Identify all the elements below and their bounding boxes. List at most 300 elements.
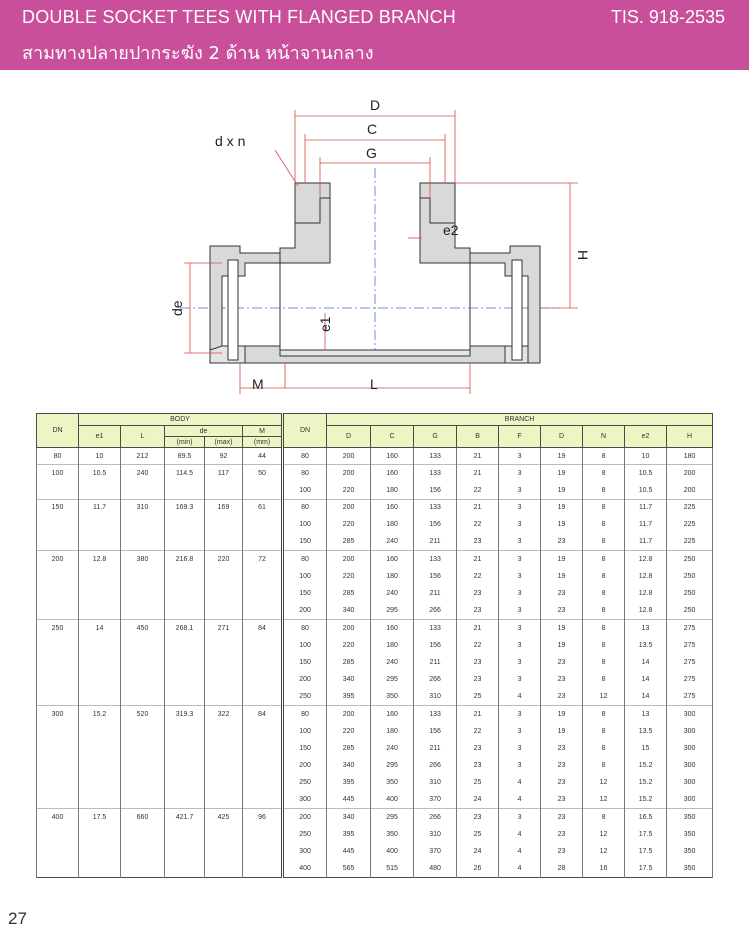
cell-branch-value: 340	[327, 671, 371, 688]
cell-body-dn	[37, 533, 79, 550]
cell-branch-value: 300	[667, 791, 713, 808]
label-e2: e2	[443, 222, 459, 238]
cell-branch-value: 11.7	[625, 516, 667, 533]
cell-body-dn	[37, 843, 79, 860]
cell-branch-value: 23	[457, 808, 499, 825]
cell-branch-value: 23	[541, 654, 583, 671]
cell-body-M	[243, 740, 283, 757]
cell-branch-dn: 200	[283, 602, 327, 619]
table-row	[37, 843, 713, 860]
cell-branch-value: 310	[414, 688, 457, 705]
left-socket-ring	[228, 260, 238, 360]
cell-branch-value: 24	[457, 791, 499, 808]
page-header	[0, 0, 749, 70]
cell-body-de_max	[205, 791, 243, 808]
cell-body-de_min	[165, 654, 205, 671]
cell-branch-value: 19	[541, 637, 583, 654]
cell-branch-value: 225	[667, 533, 713, 550]
cell-branch-value: 24	[457, 843, 499, 860]
cell-branch-value: 19	[541, 619, 583, 636]
cell-branch-value: 8	[583, 671, 625, 688]
cell-body-M: 50	[243, 465, 283, 482]
table-row	[37, 551, 713, 568]
cell-branch-value: 23	[541, 533, 583, 550]
cell-branch-value: 23	[541, 585, 583, 602]
cell-body-de_max	[205, 654, 243, 671]
cell-branch-value: 3	[499, 757, 541, 774]
cell-body-L	[121, 757, 165, 774]
cell-branch-value: 156	[414, 482, 457, 499]
cell-body-de_min	[165, 843, 205, 860]
cell-body-dn	[37, 774, 79, 791]
cell-branch-value: 350	[371, 826, 414, 843]
table-row	[37, 568, 713, 585]
cell-body-de_max	[205, 860, 243, 877]
cell-branch-value: 156	[414, 568, 457, 585]
cell-branch-value: 3	[499, 671, 541, 688]
right-socket-ring	[512, 260, 522, 360]
cell-branch-dn: 250	[283, 688, 327, 705]
cell-branch-dn: 200	[283, 671, 327, 688]
cell-branch-dn: 300	[283, 791, 327, 808]
cell-branch-value: 8	[583, 619, 625, 636]
cell-branch-value: 12	[583, 843, 625, 860]
cell-body-de_max	[205, 637, 243, 654]
cell-branch-value: 21	[457, 465, 499, 482]
cell-branch-value: 300	[667, 757, 713, 774]
cell-body-de_min	[165, 568, 205, 585]
cell-branch-value: 350	[371, 688, 414, 705]
cell-body-L	[121, 568, 165, 585]
cell-branch-value: 133	[414, 551, 457, 568]
cell-body-dn: 80	[37, 448, 79, 465]
body-group-header: BODY	[79, 414, 283, 426]
cell-branch-value: 21	[457, 619, 499, 636]
cell-body-de_min	[165, 637, 205, 654]
cell-body-L: 240	[121, 465, 165, 482]
cell-body-dn	[37, 637, 79, 654]
cell-branch-value: 22	[457, 482, 499, 499]
cell-branch-value: 275	[667, 654, 713, 671]
cell-body-M: 96	[243, 808, 283, 825]
cell-branch-value: 13	[625, 705, 667, 722]
cell-branch-value: 3	[499, 499, 541, 516]
col-branch-e2: e2	[625, 426, 667, 448]
cell-branch-value: 13	[625, 619, 667, 636]
cell-branch-value: 26	[457, 860, 499, 877]
cell-body-M	[243, 654, 283, 671]
cell-branch-value: 23	[541, 808, 583, 825]
cell-branch-value: 12	[583, 774, 625, 791]
cell-body-L: 520	[121, 705, 165, 722]
cell-body-M: 84	[243, 705, 283, 722]
cell-body-L	[121, 826, 165, 843]
cell-body-e1	[79, 723, 121, 740]
cell-body-de_min: 216.8	[165, 551, 205, 568]
cell-branch-dn: 400	[283, 860, 327, 877]
cell-branch-value: 15.2	[625, 791, 667, 808]
cell-branch-value: 395	[327, 826, 371, 843]
cell-branch-value: 180	[667, 448, 713, 465]
cell-body-de_max: 169	[205, 499, 243, 516]
table-row	[37, 516, 713, 533]
cell-body-e1: 14	[79, 619, 121, 636]
cell-body-e1: 10	[79, 448, 121, 465]
table-row	[37, 637, 713, 654]
cell-body-M	[243, 843, 283, 860]
cell-branch-value: 25	[457, 774, 499, 791]
cell-body-M	[243, 826, 283, 843]
label-e1: e1	[317, 316, 333, 332]
cell-branch-value: 4	[499, 860, 541, 877]
table-row	[37, 654, 713, 671]
cell-branch-value: 133	[414, 499, 457, 516]
table-row	[37, 602, 713, 619]
cell-branch-value: 12	[583, 688, 625, 705]
cell-branch-value: 250	[667, 551, 713, 568]
cell-branch-value: 133	[414, 619, 457, 636]
cell-body-e1	[79, 860, 121, 877]
table-row	[37, 705, 713, 722]
cell-branch-value: 285	[327, 585, 371, 602]
cell-branch-value: 395	[327, 774, 371, 791]
cell-body-de_min: 169.3	[165, 499, 205, 516]
cell-body-de_max: 271	[205, 619, 243, 636]
cell-branch-dn: 300	[283, 843, 327, 860]
cell-branch-value: 19	[541, 516, 583, 533]
cell-branch-value: 133	[414, 465, 457, 482]
cell-body-L	[121, 654, 165, 671]
cell-body-L: 212	[121, 448, 165, 465]
table-row	[37, 619, 713, 636]
cell-body-de_max	[205, 688, 243, 705]
cell-branch-value: 8	[583, 448, 625, 465]
cell-body-de_min: 89.5	[165, 448, 205, 465]
cell-body-de_min	[165, 791, 205, 808]
cell-body-e1	[79, 791, 121, 808]
cell-branch-value: 180	[371, 568, 414, 585]
cell-branch-dn: 100	[283, 723, 327, 740]
cell-body-e1	[79, 757, 121, 774]
cell-branch-value: 3	[499, 516, 541, 533]
cell-branch-value: 180	[371, 516, 414, 533]
cell-branch-value: 285	[327, 654, 371, 671]
cell-body-e1	[79, 740, 121, 757]
col-branch-H: H	[667, 426, 713, 448]
cell-branch-value: 16	[583, 860, 625, 877]
tee-technical-drawing	[160, 88, 600, 408]
cell-branch-value: 3	[499, 482, 541, 499]
cell-branch-dn: 100	[283, 482, 327, 499]
cell-branch-value: 8	[583, 516, 625, 533]
table-row	[37, 740, 713, 757]
cell-branch-value: 300	[667, 740, 713, 757]
cell-branch-value: 295	[371, 602, 414, 619]
cell-branch-value: 23	[541, 688, 583, 705]
cell-body-e1	[79, 568, 121, 585]
cell-body-M	[243, 860, 283, 877]
cell-branch-value: 23	[541, 740, 583, 757]
branch-group-header: BRANCH	[327, 414, 713, 426]
cell-branch-value: 19	[541, 482, 583, 499]
table-row	[37, 826, 713, 843]
cell-body-dn	[37, 585, 79, 602]
dimension-table	[36, 413, 713, 878]
cell-body-M	[243, 791, 283, 808]
cell-body-L	[121, 533, 165, 550]
cell-body-de_max: 92	[205, 448, 243, 465]
cell-body-L	[121, 774, 165, 791]
cell-branch-value: 3	[499, 551, 541, 568]
cell-body-e1	[79, 585, 121, 602]
cell-branch-dn: 150	[283, 654, 327, 671]
cell-branch-value: 350	[371, 774, 414, 791]
cell-body-e1	[79, 516, 121, 533]
cell-branch-value: 220	[327, 516, 371, 533]
cell-branch-value: 515	[371, 860, 414, 877]
table-row	[37, 448, 713, 465]
cell-body-L	[121, 637, 165, 654]
cell-branch-value: 200	[327, 551, 371, 568]
cell-branch-value: 15	[625, 740, 667, 757]
col-dn-branch: DN	[283, 414, 327, 448]
cell-branch-value: 160	[371, 465, 414, 482]
cell-branch-dn: 100	[283, 637, 327, 654]
cell-body-de_max	[205, 671, 243, 688]
cell-branch-value: 11.7	[625, 499, 667, 516]
cell-body-de_min	[165, 482, 205, 499]
cell-body-e1	[79, 654, 121, 671]
cell-body-L	[121, 860, 165, 877]
cell-branch-dn: 200	[283, 808, 327, 825]
cell-branch-value: 22	[457, 516, 499, 533]
cell-branch-value: 12.8	[625, 568, 667, 585]
cell-branch-value: 350	[667, 860, 713, 877]
cell-branch-value: 19	[541, 499, 583, 516]
cell-branch-value: 180	[371, 482, 414, 499]
label-M: M	[252, 376, 264, 392]
cell-body-dn	[37, 568, 79, 585]
cell-branch-value: 12.8	[625, 602, 667, 619]
cell-branch-value: 19	[541, 705, 583, 722]
cell-branch-value: 275	[667, 619, 713, 636]
cell-branch-value: 240	[371, 654, 414, 671]
cell-branch-value: 21	[457, 551, 499, 568]
cell-branch-dn: 80	[283, 465, 327, 482]
cell-branch-value: 275	[667, 637, 713, 654]
cell-body-M	[243, 671, 283, 688]
cell-branch-value: 8	[583, 705, 625, 722]
label-de: de	[169, 300, 185, 316]
cell-branch-value: 3	[499, 637, 541, 654]
cell-branch-value: 250	[667, 585, 713, 602]
col-branch-F: F	[499, 426, 541, 448]
cell-branch-value: 295	[371, 808, 414, 825]
col-de-max: (max)	[205, 437, 243, 448]
cell-branch-value: 300	[667, 774, 713, 791]
cell-body-de_max: 117	[205, 465, 243, 482]
cell-body-e1: 17.5	[79, 808, 121, 825]
table-row	[37, 774, 713, 791]
cell-branch-value: 3	[499, 465, 541, 482]
cell-body-de_max	[205, 568, 243, 585]
cell-body-M	[243, 688, 283, 705]
cell-branch-value: 16.5	[625, 808, 667, 825]
cell-body-L: 660	[121, 808, 165, 825]
cell-branch-value: 25	[457, 688, 499, 705]
cell-body-dn	[37, 671, 79, 688]
cell-body-dn	[37, 516, 79, 533]
cell-branch-value: 15.2	[625, 774, 667, 791]
title-english: DOUBLE SOCKET TEES WITH FLANGED BRANCH	[22, 7, 457, 27]
cell-branch-value: 250	[667, 568, 713, 585]
col-branch-B: B	[457, 426, 499, 448]
cell-body-e1: 15.2	[79, 705, 121, 722]
cell-branch-value: 10.5	[625, 482, 667, 499]
cell-branch-value: 3	[499, 705, 541, 722]
cell-branch-value: 220	[327, 723, 371, 740]
title-thai: สามทางปลายปากระฆัง 2 ด้าน หน้าจานกลาง	[22, 43, 374, 64]
cell-branch-value: 225	[667, 499, 713, 516]
cell-branch-value: 3	[499, 654, 541, 671]
cell-branch-value: 200	[327, 499, 371, 516]
cell-body-M	[243, 482, 283, 499]
cell-body-de_min	[165, 774, 205, 791]
cell-body-de_max	[205, 533, 243, 550]
cell-branch-dn: 100	[283, 516, 327, 533]
label-L: L	[370, 376, 378, 392]
cell-branch-value: 200	[327, 448, 371, 465]
col-branch-G: G	[414, 426, 457, 448]
cell-branch-value: 17.5	[625, 843, 667, 860]
cell-body-de_min	[165, 860, 205, 877]
label-H: H	[575, 250, 591, 261]
table-row	[37, 757, 713, 774]
cell-branch-value: 370	[414, 791, 457, 808]
cell-branch-value: 28	[541, 860, 583, 877]
cell-branch-value: 220	[327, 482, 371, 499]
cell-branch-value: 23	[457, 654, 499, 671]
cell-branch-value: 350	[667, 843, 713, 860]
cell-branch-value: 14	[625, 688, 667, 705]
col-e1: e1	[79, 426, 121, 448]
cell-branch-value: 14	[625, 671, 667, 688]
col-M: M	[243, 426, 283, 437]
cell-branch-value: 12.8	[625, 551, 667, 568]
cell-body-dn	[37, 740, 79, 757]
cell-branch-value: 3	[499, 533, 541, 550]
cell-body-e1	[79, 482, 121, 499]
cell-branch-dn: 200	[283, 757, 327, 774]
cell-body-de_min: 421.7	[165, 808, 205, 825]
cell-body-M	[243, 602, 283, 619]
cell-branch-value: 211	[414, 533, 457, 550]
cell-branch-value: 12.8	[625, 585, 667, 602]
cell-body-de_max	[205, 757, 243, 774]
cell-body-e1	[79, 602, 121, 619]
col-de: de	[165, 426, 243, 437]
cell-body-e1	[79, 843, 121, 860]
cell-branch-value: 340	[327, 808, 371, 825]
table-row	[37, 860, 713, 877]
cell-body-L	[121, 585, 165, 602]
cell-body-L	[121, 843, 165, 860]
cell-body-de_min	[165, 757, 205, 774]
cell-branch-value: 19	[541, 465, 583, 482]
col-branch-C: C	[371, 426, 414, 448]
cell-body-L	[121, 516, 165, 533]
cell-branch-value: 180	[371, 637, 414, 654]
cell-body-L	[121, 482, 165, 499]
cell-branch-value: 4	[499, 791, 541, 808]
standard-code: TIS. 918-2535	[610, 7, 725, 27]
cell-branch-value: 8	[583, 533, 625, 550]
cell-branch-value: 445	[327, 791, 371, 808]
cell-branch-dn: 80	[283, 551, 327, 568]
cell-body-dn: 200	[37, 551, 79, 568]
cell-branch-value: 480	[414, 860, 457, 877]
cell-body-M: 44	[243, 448, 283, 465]
cell-branch-value: 200	[327, 705, 371, 722]
cell-branch-value: 10	[625, 448, 667, 465]
cell-body-M	[243, 516, 283, 533]
cell-branch-value: 23	[457, 533, 499, 550]
col-branch-N: N	[583, 426, 625, 448]
cell-branch-value: 8	[583, 499, 625, 516]
cell-body-dn	[37, 654, 79, 671]
cell-body-e1: 12.8	[79, 551, 121, 568]
cell-branch-value: 14	[625, 654, 667, 671]
cell-branch-value: 4	[499, 774, 541, 791]
cell-body-L	[121, 602, 165, 619]
table-row	[37, 499, 713, 516]
cell-branch-dn: 150	[283, 533, 327, 550]
cell-body-de_min	[165, 740, 205, 757]
cell-branch-value: 8	[583, 654, 625, 671]
cell-body-dn: 150	[37, 499, 79, 516]
label-dxn: d x n	[215, 133, 246, 149]
table-row	[37, 808, 713, 825]
cell-branch-value: 250	[667, 602, 713, 619]
cell-branch-value: 3	[499, 740, 541, 757]
cell-branch-value: 8	[583, 465, 625, 482]
cell-branch-value: 23	[457, 585, 499, 602]
label-C: C	[367, 121, 378, 137]
cell-branch-value: 19	[541, 551, 583, 568]
cell-branch-value: 200	[667, 465, 713, 482]
cell-body-dn	[37, 688, 79, 705]
cell-branch-value: 220	[327, 568, 371, 585]
cell-body-de_min	[165, 585, 205, 602]
cell-body-de_min	[165, 688, 205, 705]
cell-body-dn	[37, 482, 79, 499]
cell-body-e1	[79, 671, 121, 688]
cell-branch-value: 23	[457, 602, 499, 619]
cell-body-dn	[37, 602, 79, 619]
cell-branch-value: 8	[583, 723, 625, 740]
cell-branch-value: 8	[583, 482, 625, 499]
cell-branch-value: 160	[371, 499, 414, 516]
cell-branch-value: 266	[414, 671, 457, 688]
cell-branch-value: 285	[327, 533, 371, 550]
cell-body-de_max: 322	[205, 705, 243, 722]
cell-branch-value: 156	[414, 637, 457, 654]
cell-body-e1	[79, 637, 121, 654]
cell-branch-value: 200	[667, 482, 713, 499]
col-dn-body: DN	[37, 414, 79, 448]
cell-body-e1	[79, 533, 121, 550]
cell-body-dn	[37, 791, 79, 808]
